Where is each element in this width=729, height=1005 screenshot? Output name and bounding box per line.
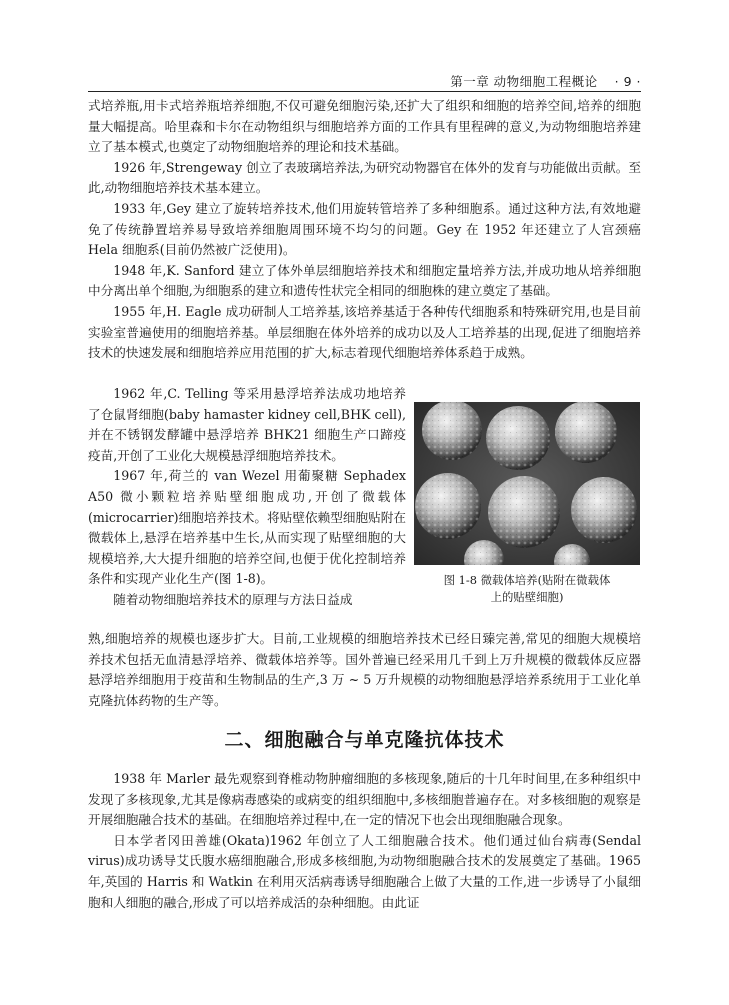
body-text-top bbox=[88, 96, 641, 364]
paragraph: 1933 年,Gey 建立了旋转培养技术,他们用旋转管培养了多种细胞系。通过这种方法,有效地避免了传统静置培养易导致培养细胞周围环境不均匀的问题。Gey 在 1952 年还建立了人宫颈癌 Hela 细胞系(目前仍然被广泛使用)。 bbox=[88, 200, 641, 258]
chapter-title: 第一章 动物细胞工程概论 bbox=[450, 74, 598, 89]
paragraph: 1967 年,荷兰的 van Wezel 用葡聚糖 Sephadex A50 微小颗粒培养贴壁细胞成功,开创了微载体(microcarrier)细胞培养技术。将贴壁依赖型细胞贴附在微载体上,悬浮在培养基中生长,从而实现了贴壁细胞的大规模培养,大大提升细胞的培养空间,也便于优化控制培养条件和实现产业化生产(图 1-8)。 bbox=[88, 468, 406, 587]
section-heading: 二、细胞融合与单克隆抗体技术 bbox=[224, 729, 505, 751]
figure-caption-line: 上的贴壁细胞) bbox=[490, 590, 564, 604]
paragraph: 熟,细胞培养的规模也逐步扩大。目前,工业规模的细胞培养技术已经日臻完善,常见的细胞大规模培养技术包括无血清悬浮培养、微载体培养等。国外普遍已经采用几千到上万升规模的微载体反应器悬浮培养细胞用于疫苗和生物制品的生产,3 万 ~ 5 万升规模的动物细胞悬浮培养系统用于工业化单克隆抗体药物的生产等。 bbox=[88, 631, 641, 708]
body-text-left-column bbox=[88, 384, 406, 611]
paragraph: 式培养瓶,用卡式培养瓶培养细胞,不仅可避免细胞污染,还扩大了组织和细胞的培养空间,培养的细胞量大幅提高。哈里森和卡尔在动物组织与细胞培养方面的工作具有里程碑的意义,为动物细胞培养建立了基本模式,也奠定了动物细胞培养的理论和技术基础。 bbox=[88, 98, 641, 155]
paragraph: 1955 年,H. Eagle 成功研制人工培养基,该培养基适于各种传代细胞系和特殊研究用,也是目前实验室普遍使用的细胞培养基。单层细胞在体外培养的成功以及人工培养基的出现,促进了细胞培养技术的快速发展和细胞培养应用范围的扩大,标志着现代细胞培养体系趋于成熟。 bbox=[88, 303, 641, 361]
micrograph-illustration bbox=[414, 402, 640, 565]
header-rule bbox=[88, 91, 641, 92]
page-number: · 9 · bbox=[614, 74, 641, 89]
paragraph: 1948 年,K. Sanford 建立了体外单层细胞培养技术和细胞定量培养方法,并成功地从培养细胞中分离出单个细胞,为细胞系的建立和遗传性状完全相同的细胞株的建立奠定了基础。 bbox=[88, 262, 641, 299]
paragraph: 随着动物细胞培养技术的原理与方法日益成 bbox=[113, 591, 353, 607]
figure-caption-line: 图 1-8 微载体培养(贴附在微载体 bbox=[443, 573, 611, 587]
figure-1-8 bbox=[414, 402, 640, 606]
running-head bbox=[88, 72, 641, 92]
microcarrier-micrograph bbox=[414, 402, 640, 565]
paragraph: 1962 年,C. Telling 等采用悬浮培养法成功地培养了仓鼠肾细胞(baby hamaster kidney cell,BHK cell),并在不锈钢发酵罐中悬浮培养 BHK21 细胞生产口蹄疫疫苗,开创了工业化大规模悬浮细胞培养技术。 bbox=[88, 386, 406, 463]
body-text-bottom bbox=[88, 769, 641, 913]
paragraph: 1926 年,Strengeway 创立了表玻璃培养法,为研究动物器官在体外的发育与功能做出贡献。至此,动物细胞培养技术基本建立。 bbox=[88, 159, 641, 196]
body-text-continued bbox=[88, 629, 641, 711]
figure-caption bbox=[414, 572, 640, 606]
text-with-figure bbox=[88, 384, 641, 611]
paragraph: 日本学者冈田善雄(Okata)1962 年创立了人工细胞融合技术。他们通过仙台病毒(Sendal virus)成功诱导艾氏腹水癌细胞融合,形成多核细胞,为动物细胞融合技术的发展奠定了基础。1965 年,英国的 Harris 和 Watkin 在利用灭活病毒诱导细胞融合上做了大量的工作,进一步诱导了小鼠细胞和人细胞的融合,形成了可以培养成活的杂种细胞。由此证 bbox=[88, 832, 641, 910]
paragraph: 1938 年 Marler 最先观察到脊椎动物肿瘤细胞的多核现象,随后的十几年时间里,在多种组织中发现了多核现象,尤其是像病毒感染的或病变的组织细胞中,多核细胞普遍存在。对多核细胞的观察是开展细胞融合技术的基础。在细胞培养过程中,在一定的情况下也会出现细胞融合现象。 bbox=[88, 771, 641, 828]
